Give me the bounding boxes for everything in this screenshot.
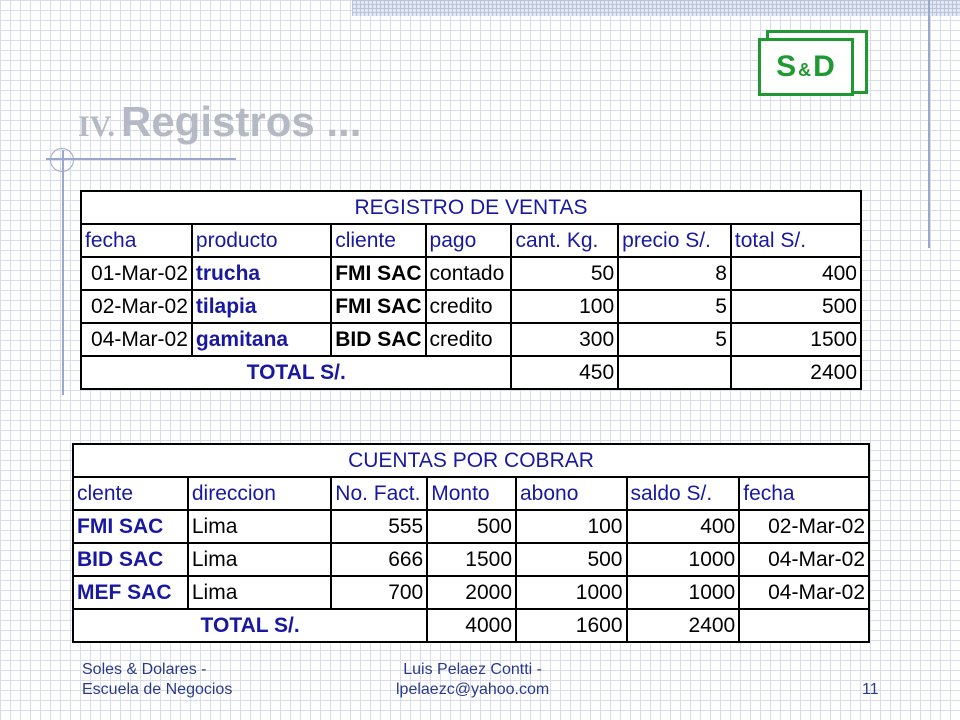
ventas-cell-fecha: 02-Mar-02 [81,290,192,323]
ventas-title: REGISTRO DE VENTAS [81,191,861,224]
cuentas-total-abono: 1600 [516,609,627,642]
ventas-cell-total: 500 [731,290,861,323]
ventas-header-row [81,224,861,257]
ventas-total-label: TOTAL S/. [81,356,511,389]
cuentas-header-abono: abono [516,477,627,510]
slide-title [78,98,361,146]
ventas-cell-producto: gamitana [192,323,331,356]
cuentas-row [73,543,869,576]
cuentas-row [73,576,869,609]
ventas-cell-precio: 8 [618,257,731,290]
ventas-cell-fecha: 01-Mar-02 [81,257,192,290]
cuentas-total-monto: 4000 [427,609,516,642]
logo-letter-s: S [776,50,798,83]
footer-email: lpelaezc@yahoo.com [396,681,550,698]
logo-ampersand: & [798,59,813,80]
ventas-header-fecha: fecha [81,224,192,257]
ventas-cell-precio: 5 [618,290,731,323]
ventas-header-pago: pago [426,224,512,257]
ventas-table [80,190,862,390]
cuentas-header-saldo: saldo S/. [627,477,740,510]
vertical-rule-right [928,0,930,248]
footer-left [82,660,232,700]
cuentas-header-fecha: fecha [739,477,869,510]
cuentas-cell-abono: 100 [516,510,627,543]
ventas-total-row [81,356,861,389]
cuentas-cell-fecha: 04-Mar-02 [739,543,869,576]
ventas-cell-total: 400 [731,257,861,290]
ventas-header-producto: producto [192,224,331,257]
ventas-header-precio: precio S/. [618,224,731,257]
ventas-cell-pago: credito [426,323,512,356]
cuentas-cell-saldo: 1000 [627,543,740,576]
cuentas-cell-saldo: 1000 [627,576,740,609]
page-number: 11 [862,681,879,698]
cuentas-cell-factura: 700 [331,576,427,609]
cuentas-cell-abono: 500 [516,543,627,576]
cuentas-title-row [73,444,869,477]
cuentas-cell-factura: 666 [331,543,427,576]
ventas-cell-producto: trucha [192,257,331,290]
cuentas-header-direccion: direccion [188,477,331,510]
cuentas-cell-factura: 555 [331,510,427,543]
cuentas-cell-direccion: Lima [188,543,331,576]
cuentas-table [72,443,870,643]
footer-center [396,660,549,700]
cuentas-cell-direccion: Lima [188,576,331,609]
slide-title-number: IV. [78,110,115,143]
cuentas-cell-fecha: 02-Mar-02 [739,510,869,543]
ventas-cell-precio: 5 [618,323,731,356]
ventas-cell-cliente: BID SAC [331,323,425,356]
crosshair-icon [50,148,74,172]
ventas-cell-fecha: 04-Mar-02 [81,323,192,356]
ventas-total-quantity: 450 [511,356,618,389]
footer-org-line1: Soles & Dolares - [82,661,207,678]
cuentas-cell-saldo: 400 [627,510,740,543]
ventas-cell-producto: tilapia [192,290,331,323]
ventas-row [81,290,861,323]
cuentas-cell-cliente: FMI SAC [73,510,188,543]
cuentas-cell-monto: 500 [427,510,516,543]
ventas-cell-pago: credito [426,290,512,323]
sd-logo [758,38,854,96]
cuentas-cell-abono: 1000 [516,576,627,609]
ventas-total-empty [618,356,731,389]
logo-letter-d: D [813,50,836,83]
ventas-cell-cantidad: 100 [511,290,618,323]
cuentas-total-label: TOTAL S/. [73,609,427,642]
ventas-header-total: total S/. [731,224,861,257]
top-decorative-band [352,0,960,16]
ventas-cell-cantidad: 300 [511,323,618,356]
vertical-rule-left [62,150,64,395]
cuentas-header-row [73,477,869,510]
ventas-title-row [81,191,861,224]
ventas-cell-cliente: FMI SAC [331,257,425,290]
ventas-cell-total: 1500 [731,323,861,356]
cuentas-cell-direccion: Lima [188,510,331,543]
ventas-row [81,323,861,356]
slide-title-text: Registros ... [120,98,362,145]
cuentas-row [73,510,869,543]
cuentas-cell-monto: 1500 [427,543,516,576]
cuentas-cell-cliente: BID SAC [73,543,188,576]
cuentas-header-cliente: clente [73,477,188,510]
cuentas-header-monto: Monto [427,477,516,510]
cuentas-cell-cliente: MEF SAC [73,576,188,609]
cuentas-cell-fecha: 04-Mar-02 [739,576,869,609]
ventas-header-cliente: cliente [331,224,425,257]
cuentas-total-empty [739,609,869,642]
ventas-cell-cantidad: 50 [511,257,618,290]
cuentas-total-row [73,609,869,642]
ventas-row [81,257,861,290]
cuentas-header-factura: No. Fact. [331,477,427,510]
footer-author: Luis Pelaez Contti - [403,661,542,678]
cuentas-total-saldo: 2400 [627,609,740,642]
horizontal-rule-title [46,158,236,160]
footer-org-line2: Escuela de Negocios [82,681,233,698]
ventas-total-amount: 2400 [731,356,861,389]
cuentas-title: CUENTAS POR COBRAR [73,444,869,477]
ventas-cell-cliente: FMI SAC [331,290,425,323]
ventas-cell-pago: contado [426,257,512,290]
ventas-header-cantidad: cant. Kg. [511,224,618,257]
cuentas-cell-monto: 2000 [427,576,516,609]
